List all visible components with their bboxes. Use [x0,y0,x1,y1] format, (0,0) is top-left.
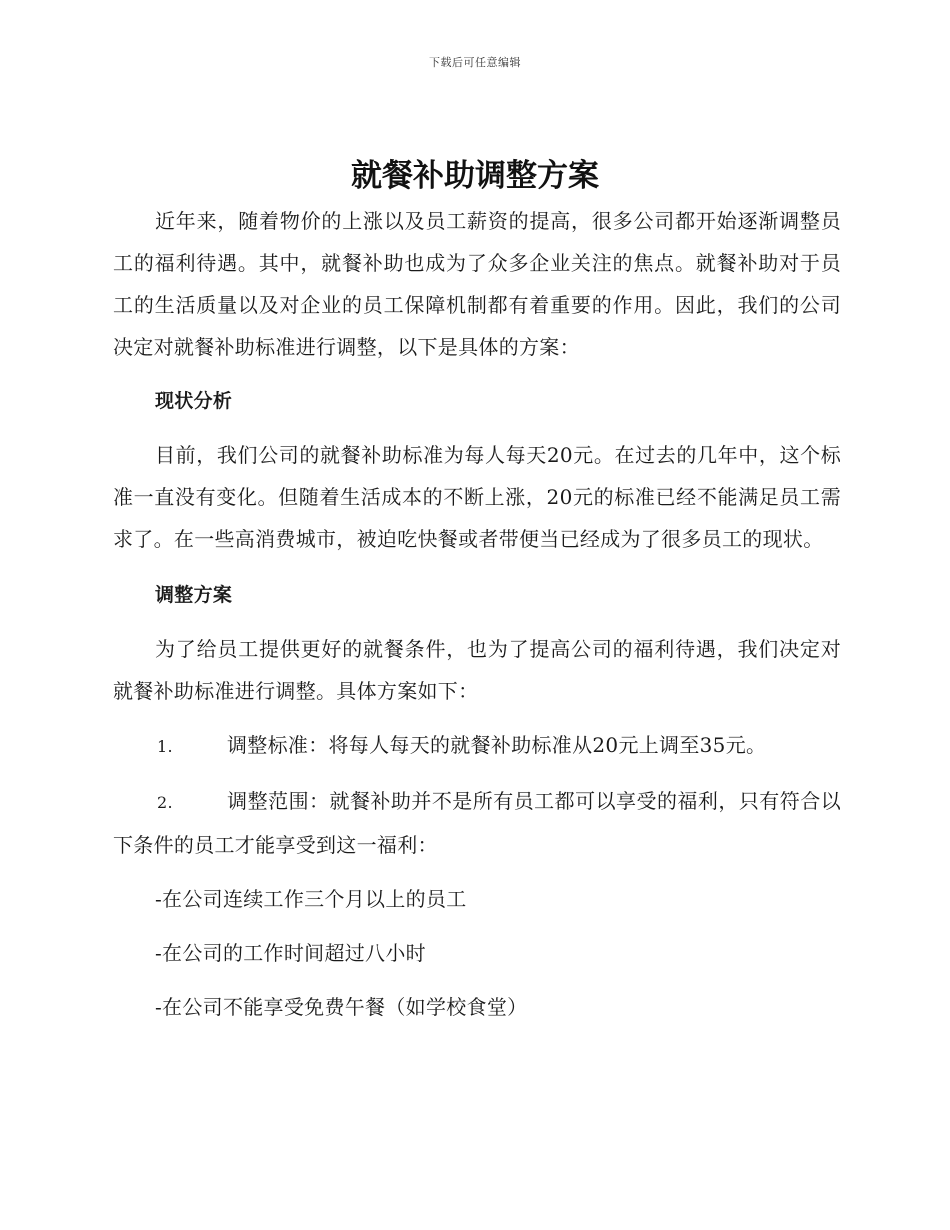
list-item [113,780,841,866]
status-paragraph: 目前，我们公司的就餐补助标准为每人每天20元。在过去的几年中，这个标准一直没有变化。但随着生活成本的不断上涨，20元的标准已经不能满足员工需求了。在一些高消费城市，被迫吃快餐或者带便当已经成为了很多员工的现状。 [113,443,841,551]
plan-paragraph: 为了给员工提供更好的就餐条件，也为了提高公司的福利待遇，我们决定对就餐补助标准进行调整。具体方案如下： [113,637,841,703]
list-item-text: 调整标准：将每人每天的就餐补助标准从20元上调至35元。 [227,733,767,757]
header-note: 下载后可任意编辑 [429,56,521,69]
list-item-number: 1. [157,737,173,756]
condition-item: -在公司连续工作三个月以上的员工 [155,887,467,911]
condition-item: -在公司不能享受免费午餐（如学校食堂） [155,995,528,1019]
list-item-text: 调整范围：就餐补助并不是所有员工都可以享受的福利，只有符合以下条件的员工才能享受到这一福利： [113,789,841,857]
section-heading-status: 现状分析 [155,390,233,412]
list-item [113,724,841,768]
condition-item: -在公司的工作时间超过八小时 [155,941,426,965]
list-item-number: 2. [157,793,173,812]
intro-paragraph: 近年来，随着物价的上涨以及员工薪资的提高，很多公司都开始逐渐调整员工的福利待遇。其中，就餐补助也成为了众多企业关注的焦点。就餐补助对于员工的生活质量以及对企业的员工保障机制都有着重要的作用。因此，我们的公司决定对就餐补助标准进行调整，以下是具体的方案： [113,209,841,359]
document-body [113,200,841,1028]
document-title: 就餐补助调整方案 [351,158,599,194]
section-heading-plan: 调整方案 [155,584,233,606]
